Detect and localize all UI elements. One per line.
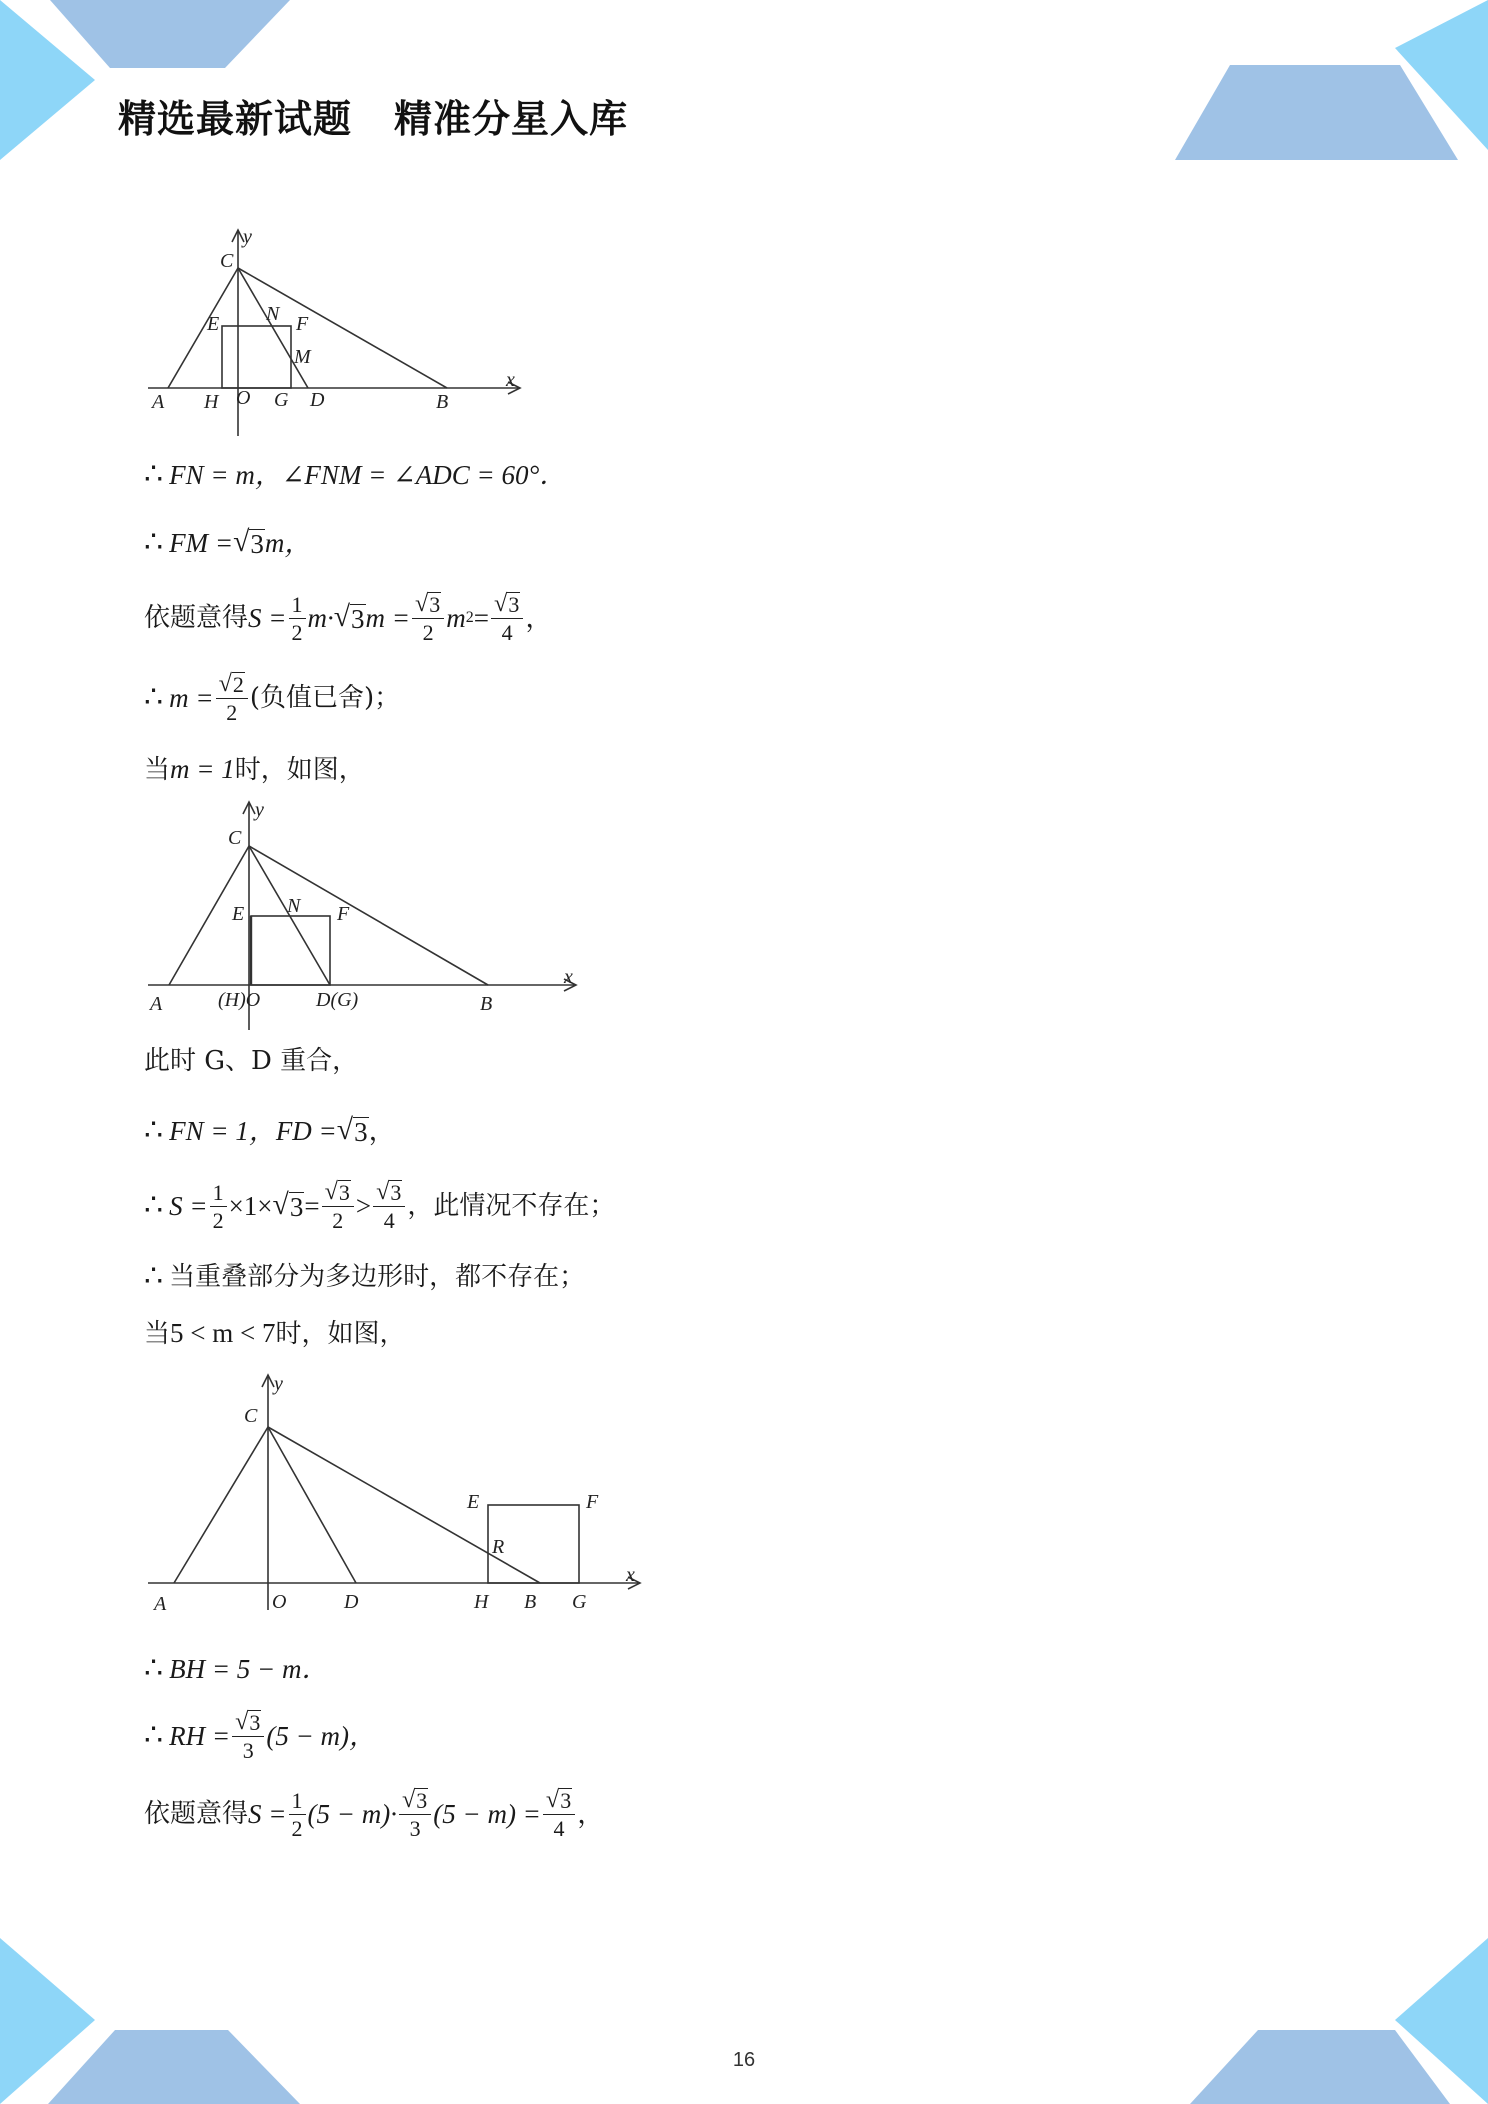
line-7-end: ， (368, 1115, 396, 1146)
line-4-note: (负值已舍)； (249, 683, 401, 714)
line-12-f-rad: 3 (249, 1710, 261, 1736)
header-title-part2: 精准分星入库 (394, 97, 629, 141)
line-6-text: 此时 G、D 重合， (144, 1046, 359, 1076)
line-7-radicand: 3 (354, 1116, 368, 1147)
fig2-label-x: x (564, 966, 573, 988)
fig2-label-DG: D(G) (316, 989, 359, 1011)
therefore-symbol: ∴ (144, 1259, 164, 1294)
line-4-f-den: 2 (226, 700, 238, 726)
fig3-label-H: H (474, 1591, 489, 1613)
fig2-label-B: B (480, 993, 493, 1015)
line-1-expr: FN = m，∠FNM = ∠ADC = 60°． (169, 459, 567, 490)
fig2-label-E: E (232, 903, 245, 925)
line-3-exp: 2 (465, 609, 474, 627)
fig1-label-N: N (266, 303, 280, 325)
fig1-label-C: C (220, 250, 234, 272)
line-8-eq: = (304, 1190, 320, 1221)
line-8-s: S = (169, 1190, 208, 1221)
fig3-label-G: G (572, 1591, 587, 1613)
line-12-f-den: 3 (242, 1738, 254, 1764)
page-number: 16 (732, 2049, 756, 2071)
fig2-label-y: y (255, 799, 264, 821)
line-3-f1-den: 2 (291, 619, 303, 645)
line-8-f1-den: 2 (212, 1207, 224, 1233)
fig2-label-HO: (H)O (218, 989, 261, 1011)
fig1-label-A: A (152, 391, 165, 413)
line-13-f2-rad: 3 (416, 1788, 428, 1814)
line-13: 依题意得 S = $\frac{1}{2}$ (5 − m)· √ 3 3 (5 − m) = √ 3 4 ， (144, 1786, 605, 1842)
line-3-m3: m (446, 602, 466, 633)
line-3-m2: m = (365, 602, 411, 633)
fig1-label-E: E (207, 313, 220, 335)
fig1-label-y: y (243, 226, 252, 248)
line-3-m1: m· (307, 602, 334, 633)
fig2-label-C: C (228, 827, 242, 849)
line-13-a: (5 − m)· (307, 1798, 397, 1829)
line-3-radicand: 3 (351, 603, 365, 634)
line-13-s: S = (248, 1798, 287, 1829)
line-13-b: (5 − m) = (433, 1798, 541, 1829)
line-13-f1-num: 1 (289, 1789, 306, 1815)
fig2-label-N: N (287, 895, 301, 917)
therefore-symbol: ∴ (144, 525, 164, 560)
line-8-radicand: 3 (289, 1191, 304, 1222)
line-10-pre: 当 (144, 1318, 171, 1349)
fig1-label-x: x (506, 369, 515, 391)
line-13-text: 依题意得 (144, 1799, 249, 1830)
line-12: ∴ RH = √ 3 3 (5 − m)， (144, 1708, 377, 1764)
line-3: 依题意得 S = $\frac{1}{2}$ m· √ 3 m = √ 3 2 m 2 = √ 3 4 ， (144, 590, 553, 646)
line-5-pre: 当 (144, 754, 171, 785)
line-3-f1-num: 1 (289, 593, 306, 619)
line-8-f2-rad: 3 (338, 1180, 350, 1206)
fig1-label-B: B (436, 391, 449, 413)
line-4-f-rad: 2 (232, 672, 244, 698)
fig3-label-x: x (626, 1564, 635, 1586)
line-10-post: 时，如图， (275, 1318, 406, 1349)
line-13-f1-den: 2 (291, 1815, 303, 1841)
line-8-f3-den: 4 (383, 1208, 395, 1234)
line-8-gt: > (355, 1190, 372, 1221)
therefore-symbol: ∴ (144, 1651, 164, 1686)
line-5-post: 时，如图， (234, 754, 365, 785)
line-9-text: 当重叠部分为多边形时，都不存在； (169, 1262, 586, 1292)
line-2-radicand: 3 (250, 528, 264, 559)
line-2-lhs: FM = (169, 527, 234, 558)
line-8-end: ，此情况不存在； (407, 1191, 616, 1222)
line-8-f2-den: 2 (332, 1208, 344, 1234)
line-11-expr: BH = 5 − m． (169, 1653, 329, 1684)
line-3-f2-rad: 3 (429, 592, 441, 618)
therefore-symbol: ∴ (144, 1188, 164, 1224)
therefore-symbol: ∴ (144, 1718, 164, 1754)
line-3-s: S = (248, 602, 287, 633)
fig3-label-C: C (244, 1405, 258, 1427)
line-8-mid: ×1× (228, 1190, 273, 1221)
fig2-label-A: A (150, 993, 163, 1015)
line-8: ∴ S = $\frac{1}{2}$ ×1× √ 3 = √ 3 2 > √ 3 4 ，此情况不存在； (144, 1178, 616, 1234)
line-3-f3-rad: 3 (508, 592, 520, 618)
fig1-label-O: O (236, 387, 251, 409)
fig3-label-B: B (524, 1591, 537, 1613)
line-3-text: 依题意得 (144, 603, 249, 634)
fig3-label-A: A (154, 1593, 167, 1615)
line-12-lhs: RH = (169, 1720, 231, 1751)
line-12-rhs: (5 − m)， (266, 1720, 377, 1751)
fig3-label-O: O (272, 1591, 287, 1613)
line-8-f3-rad: 3 (390, 1180, 402, 1206)
line-10-cond: 5 < m < 7 (170, 1318, 276, 1348)
line-3-f2-den: 2 (422, 620, 434, 646)
fig2-label-F: F (337, 903, 350, 925)
therefore-symbol: ∴ (144, 680, 164, 716)
fig1-label-G: G (274, 389, 289, 411)
line-2: ∴ FM = √ 3 m， (144, 525, 312, 560)
fig3-label-y: y (274, 1373, 283, 1395)
fig1-label-H: H (204, 391, 219, 413)
line-5-cond: m = 1 (170, 754, 235, 784)
header-title-part1: 精选最新试题 (118, 97, 353, 141)
therefore-symbol: ∴ (144, 457, 164, 492)
fig3-label-F: F (586, 1491, 599, 1513)
line-7-a: FN = 1，FD = (169, 1115, 337, 1146)
line-3-eq: = (473, 602, 490, 633)
line-3-f3-den: 4 (501, 620, 513, 646)
line-2-rhs: m， (264, 527, 312, 558)
line-13-f2-den: 3 (409, 1816, 421, 1842)
line-8-f1-num: 1 (210, 1181, 227, 1207)
fig1-label-D: D (310, 389, 325, 411)
fig3-label-E: E (467, 1491, 480, 1513)
fig1-label-M: M (294, 346, 311, 368)
line-13-f3-den: 4 (553, 1816, 565, 1842)
fig1-label-F: F (296, 313, 309, 335)
line-4: ∴ m = √ 2 2 (负值已舍)； (144, 670, 401, 726)
fig3-label-R: R (492, 1536, 505, 1558)
line-13-end: ， (577, 1798, 605, 1829)
therefore-symbol: ∴ (144, 1113, 164, 1148)
fig3-label-D: D (344, 1591, 359, 1613)
line-11 (144, 1651, 329, 1686)
line-3-end: ， (525, 602, 553, 633)
line-13-f3-rad: 3 (560, 1788, 572, 1814)
line-7: ∴ FN = 1，FD = √ 3 ， (144, 1113, 396, 1148)
line-4-m: m = (169, 682, 214, 713)
